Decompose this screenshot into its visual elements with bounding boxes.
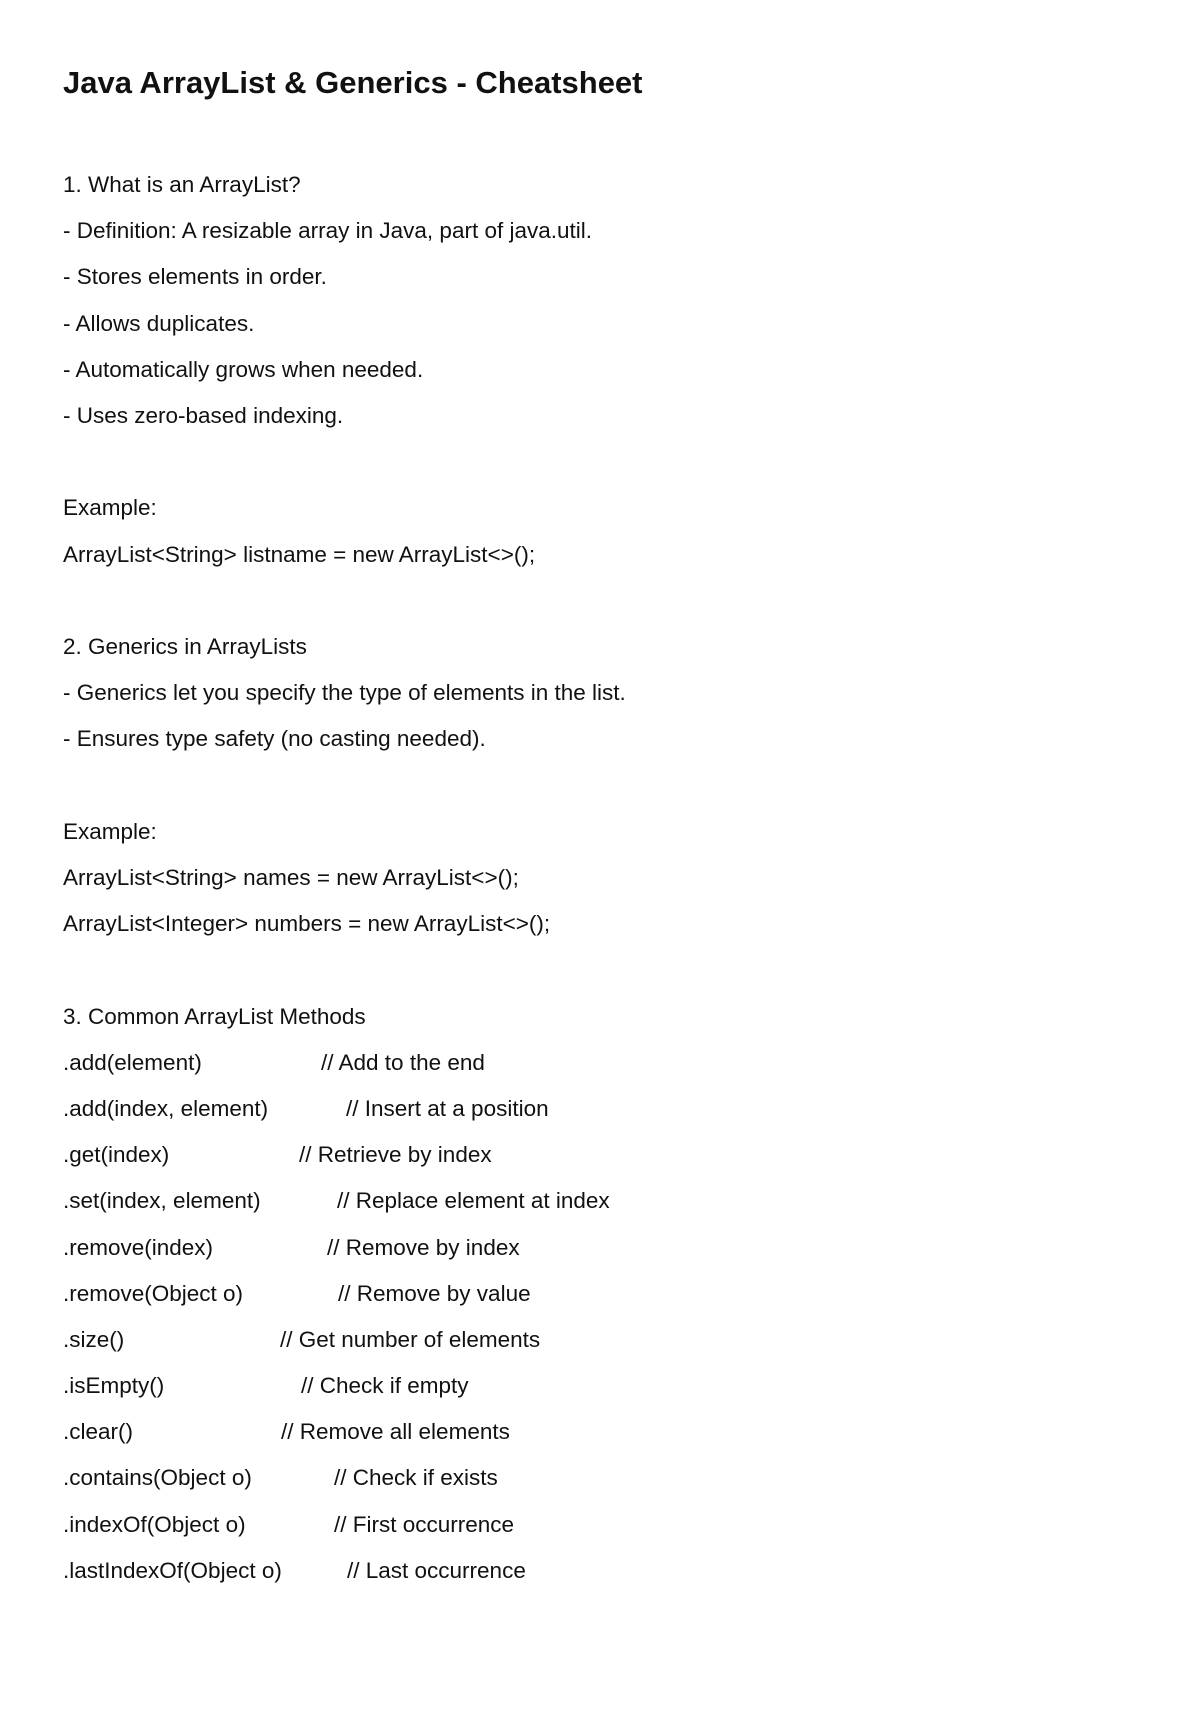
method-comment: // Add to the end xyxy=(321,1049,485,1075)
method-name: .add(index, element) xyxy=(63,1095,269,1121)
method-comment: // First occurrence xyxy=(334,1511,515,1537)
method-comment: // Remove by value xyxy=(338,1280,531,1306)
bullet-definition: - Definition: A resizable array in Java, part of java.util. xyxy=(63,218,593,244)
method-row-is-empty xyxy=(63,1363,1123,1409)
example-code-listname: ArrayList<String> listname = new ArrayList<>(); xyxy=(63,541,536,567)
method-comment: // Check if exists xyxy=(334,1465,498,1491)
method-comment: // Last occurrence xyxy=(347,1557,526,1583)
section-heading-generics: 2. Generics in ArrayLists xyxy=(63,634,307,659)
method-comment: // Remove all elements xyxy=(281,1419,510,1445)
blank-line xyxy=(63,947,1123,993)
bullet-grows: - Automatically grows when needed. xyxy=(63,356,424,382)
bullet-allows-duplicates: - Allows duplicates. xyxy=(63,310,255,336)
method-name: .remove(index) xyxy=(63,1234,214,1260)
method-name: .size() xyxy=(63,1326,125,1352)
method-row-set xyxy=(63,1178,1123,1224)
title-spacer xyxy=(63,103,1123,162)
method-comment: // Check if empty xyxy=(301,1373,469,1399)
section-generics xyxy=(63,624,1123,947)
example-code-names: ArrayList<String> names = new ArrayList<>(); xyxy=(63,865,519,890)
method-row-get xyxy=(63,1132,1123,1178)
method-comment: // Remove by index xyxy=(327,1234,520,1260)
method-row-add-index xyxy=(63,1086,1123,1132)
bullet-type-safety: - Ensures type safety (no casting needed). xyxy=(63,726,486,752)
method-name: .get(index) xyxy=(63,1142,170,1168)
method-row-clear xyxy=(63,1409,1123,1455)
method-name: .indexOf(Object o) xyxy=(63,1511,246,1537)
method-name: .set(index, element) xyxy=(63,1188,261,1214)
method-name: .add(element) xyxy=(63,1049,202,1075)
method-row-index-of xyxy=(63,1502,1123,1548)
section-heading-what-is-arraylist: 1. What is an ArrayList? xyxy=(63,172,301,197)
method-name: .clear() xyxy=(63,1419,134,1445)
document-title: Java ArrayList & Generics - Cheatsheet xyxy=(63,65,643,100)
example-label: Example: xyxy=(63,495,157,521)
method-name: .lastIndexOf(Object o) xyxy=(63,1557,282,1583)
section-what-is-arraylist xyxy=(63,162,1123,578)
method-comment: // Insert at a position xyxy=(346,1095,549,1121)
method-name: .remove(Object o) xyxy=(63,1280,244,1306)
blank-line xyxy=(63,439,1123,485)
example-label: Example: xyxy=(63,818,157,844)
method-comment: // Replace element at index xyxy=(337,1188,610,1214)
method-name: .contains(Object o) xyxy=(63,1465,252,1491)
method-row-remove-index xyxy=(63,1225,1123,1271)
method-comment: // Retrieve by index xyxy=(299,1142,492,1168)
section-common-methods xyxy=(63,994,1123,1594)
bullet-zero-indexing: - Uses zero-based indexing. xyxy=(63,403,344,429)
method-row-last-index-of xyxy=(63,1548,1123,1594)
method-comment: // Get number of elements xyxy=(280,1326,541,1352)
method-row-add-element xyxy=(63,1040,1123,1086)
blank-line xyxy=(63,763,1123,809)
example-code-numbers: ArrayList<Integer> numbers = new ArrayList<>(); xyxy=(63,911,551,937)
section-heading-common-methods: 3. Common ArrayList Methods xyxy=(63,1003,366,1029)
method-row-size xyxy=(63,1317,1123,1363)
blank-line xyxy=(63,578,1123,624)
bullet-stores-order: - Stores elements in order. xyxy=(63,264,327,290)
method-row-remove-object xyxy=(63,1271,1123,1317)
cheatsheet-content xyxy=(63,63,1123,1594)
method-name: .isEmpty() xyxy=(63,1373,165,1399)
bullet-generics-type: - Generics let you specify the type of elements in the list. xyxy=(63,680,626,706)
method-row-contains xyxy=(63,1455,1123,1501)
